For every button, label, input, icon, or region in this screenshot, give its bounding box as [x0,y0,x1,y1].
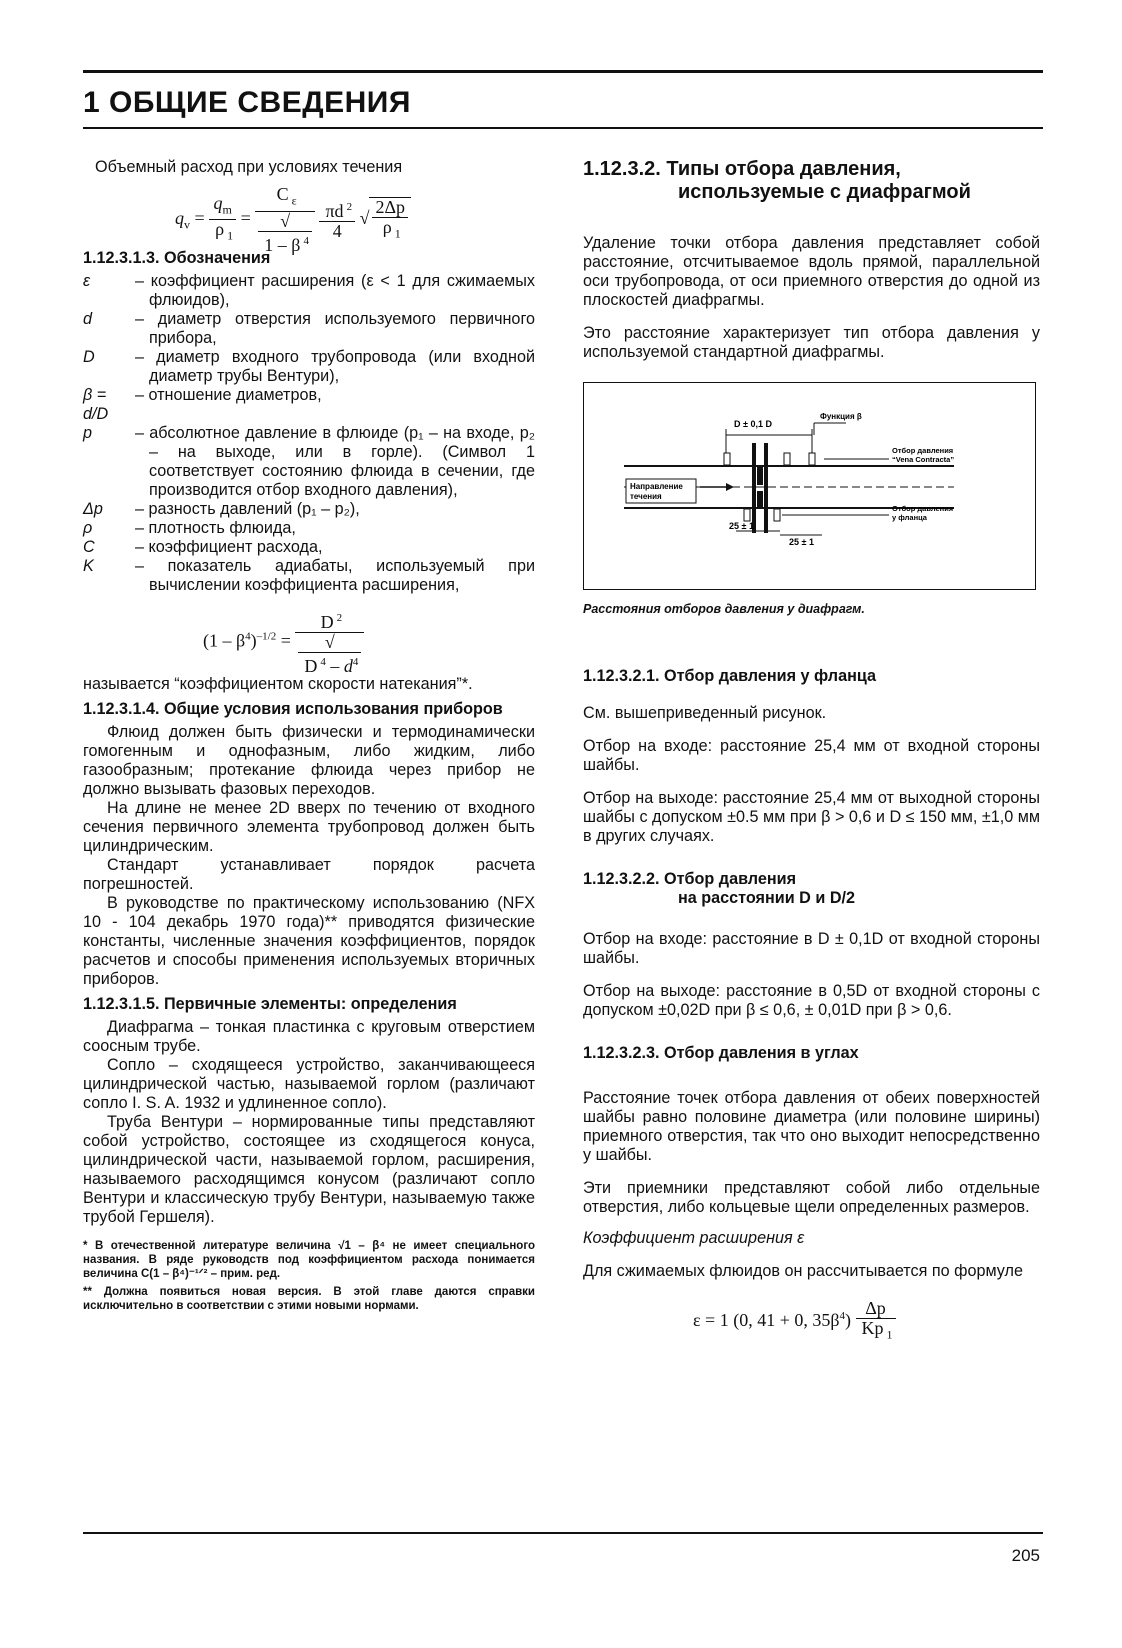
paragraph: Стандарт устанавливает порядок расчета погрешностей. [83,856,535,893]
symbol-row [83,310,535,348]
paragraph: В руководстве по практическому использованию (NFX 10 - 104 декабрь 1970 года)** приводятся физические константы, численные значения коэффициентов, порядок расчетов и способы применения используемых вторичных приборов. [83,894,535,988]
paragraph: На длине не менее 2D вверх по течению от входного сечения первичного элемента трубопровод должен быть цилиндрическим. [83,799,535,855]
symbol-description: – диаметр отверстия используемого первичного прибора, [135,310,535,347]
chapter-title: 1 ОБЩИЕ СВЕДЕНИЯ [83,86,411,119]
symbol: p [83,424,93,442]
symbol-row [83,272,535,310]
paragraph: Труба Вентури – нормированные типы представляют собой устройство, состоящее из сходящегося конуса, цилиндрической части, называемой горлом, расширения, называемого расходящимся конусом (различают сопло Вентури и классическую трубу Вентури, называемую также трубой Гершеля). [83,1113,535,1226]
label-25-upstream: 25 ± 1 [729,521,754,531]
symbol-description: – разность давлений (p₁ – p₂), [135,500,360,518]
symbol: D [83,348,95,366]
pressure-tap-figure [583,382,1036,590]
symbol-description: – коэффициент расхода, [135,538,323,556]
velocity-coef-equation: $(1 - \beta^4)^{-1/2}$ = D $^2$ √ D $^4 - d^4$ [203,609,535,667]
left-column [83,158,535,1313]
right-column [583,158,1040,1345]
section-heading: 1.12.3.2. Типы отбора давления, используемые с диафрагмой [583,158,971,203]
top-rule [83,70,1043,73]
paragraph: Диафрагма – тонкая пластинка с круговым отверстием соосным трубе. [83,1018,535,1055]
section-heading: 1.12.3.1.3. Обозначения [83,249,271,267]
intro-text: Объемный расход при условиях течения [95,158,403,176]
symbol-row [83,348,535,386]
paragraph: Удаление точки отбора давления представляет собой расстояние, отсчитываемое вдоль прямой, параллельной оси трубопровода, от оси приемного отверстия до одной из плоскостей диафрагмы. [583,234,1040,309]
symbol: Δp [83,500,103,518]
paragraph: Это расстояние характеризует тип отбора давления у используемой стандартной диафрагмы. [583,324,1040,361]
symbol: ρ [83,519,93,537]
flow-equation: $q_v$ = $\frac{q_m}{\rho _1}$ = C $_\varepsilon$ √ 1 – β $^4$ $\frac{\pi d ^2}{4}$ √ $\frac{2\Delta p}{\rho _1}$ [175,185,535,243]
label-d-distance: D ± 0,1 D [734,419,772,429]
paragraph: Отбор на входе: расстояние 25,4 мм от входной стороны шайбы. [583,737,1040,774]
footnote: ** Должна появиться новая версия. В этой главе даются справки исключительно в соответствии с этими новыми нормами. [83,1286,535,1312]
paragraph: Расстояние точек отбора давления от обеих поверхностей шайбы равно половине диаметра (или половине ширины) приемного отверстия, так что оно выходит непосредственно у шайбы. [583,1089,1040,1164]
equation-note: называется “коэффициентом скорости натекания”*. [83,675,473,693]
symbol-description: – плотность флюида, [135,519,296,537]
section-heading: 1.12.3.1.4. Общие условия использования приборов [83,700,503,718]
paragraph: Эти приемники представляют собой либо отдельные отверстия, либо кольцевые щели определенных размеров. [583,1179,1040,1216]
footer-rule [83,1532,1043,1534]
paragraph: Флюид должен быть физически и термодинамически гомогенным и однофазным, либо жидким, либо газообразным; протекание флюида через прибор не должно вызывать фазовых переходов. [83,723,535,798]
paragraph: Для сжимаемых флюидов он рассчитывается по формуле [583,1262,1023,1280]
symbol: ε [83,272,91,290]
symbol-row [83,424,535,500]
symbol-row [83,386,535,424]
symbol-description: – показатель адиабаты, используемый при вычислении коэффициента расширения, [135,557,535,594]
diaphragm-diagram [584,383,1034,588]
symbol: C [83,538,95,556]
header-rule [83,127,1043,129]
label-flange-tap: Отбор давления [892,504,954,513]
expansion-equation: ε = 1 (0, 41 + 0, $35\beta^4$) $\frac{\Delta p}{Kp _1}$ [693,1299,1040,1345]
section-heading: 1.12.3.1.5. Первичные элементы: определения [83,995,457,1013]
section-heading-2: на расстоянии D и D/2 [678,889,856,907]
section-heading: 1.12.3.2.2. Отбор давления [583,870,797,888]
label-flow-direction-2: течения [630,492,662,501]
symbol: β = d/D [83,386,109,423]
symbol-description: – диаметр входного трубопровода (или входной диаметр трубы Вентури), [135,348,535,385]
symbol-description: – отношение диаметров, [135,386,322,404]
section-heading: 1.12.3.2.3. Отбор давления в углах [583,1044,859,1062]
symbol-row [83,538,535,557]
label-vena-contracta: Отбор давления [892,446,954,455]
symbols-list [83,272,535,595]
symbol-description: – коэффициент расширения (ε < 1 для сжимаемых флюидов), [135,272,535,309]
page-number: 205 [1011,1546,1040,1565]
symbol: d [83,310,93,328]
paragraph: Отбор на выходе: расстояние 25,4 мм от выходной стороны шайбы с допуском ±0.5 мм при β > 0,6 и D ≤ 150 мм, ±1,0 мм в других случаях. [583,789,1040,845]
label-flange-tap-2: у фланца [892,513,927,522]
symbol-description: – абсолютное давление в флюиде (p₁ – на входе, p₂ – на выходе, или в горле). (Символ 1 соответствует состоянию флюида в сечении, где производится отбор входного давления), [135,424,535,499]
label-25-downstream: 25 ± 1 [789,537,814,547]
paragraph: См. вышеприведенный рисунок. [583,704,827,722]
subheading: Коэффициент расширения ε [583,1229,805,1247]
symbol-row [83,500,535,519]
symbol-row [83,557,535,595]
footnote: * В отечественной литературе величина √1 – β⁴ не имеет специального названия. В ряде руководств под коэффициентом расхода понимается величина C(1 – β⁴)⁻¹ᐟ² – прим. ред. [83,1240,535,1280]
paragraph: Сопло – сходящееся устройство, заканчивающееся цилиндрической частью, называемой горлом (различают сопло I. S. A. 1932 и удлиненное сопло). [83,1056,535,1112]
label-beta-function: Функция β [820,412,862,421]
paragraph: Отбор на входе: расстояние в D ± 0,1D от входной стороны шайбы. [583,930,1040,967]
section-heading: 1.12.3.2.1. Отбор давления у фланца [583,667,877,685]
symbol-row [83,519,535,538]
symbol: K [83,557,94,575]
figure-caption: Расстояния отборов давления у диафрагм. [583,602,865,616]
paragraph: Отбор на выходе: расстояние в 0,5D от входной стороны с допуском ±0,02D при β ≤ 0,6, ± 0,01D при β > 0,6. [583,982,1040,1019]
label-vena-contracta-2: “Vena Contracta” [892,455,955,464]
label-flow-direction: Направление [630,482,683,491]
